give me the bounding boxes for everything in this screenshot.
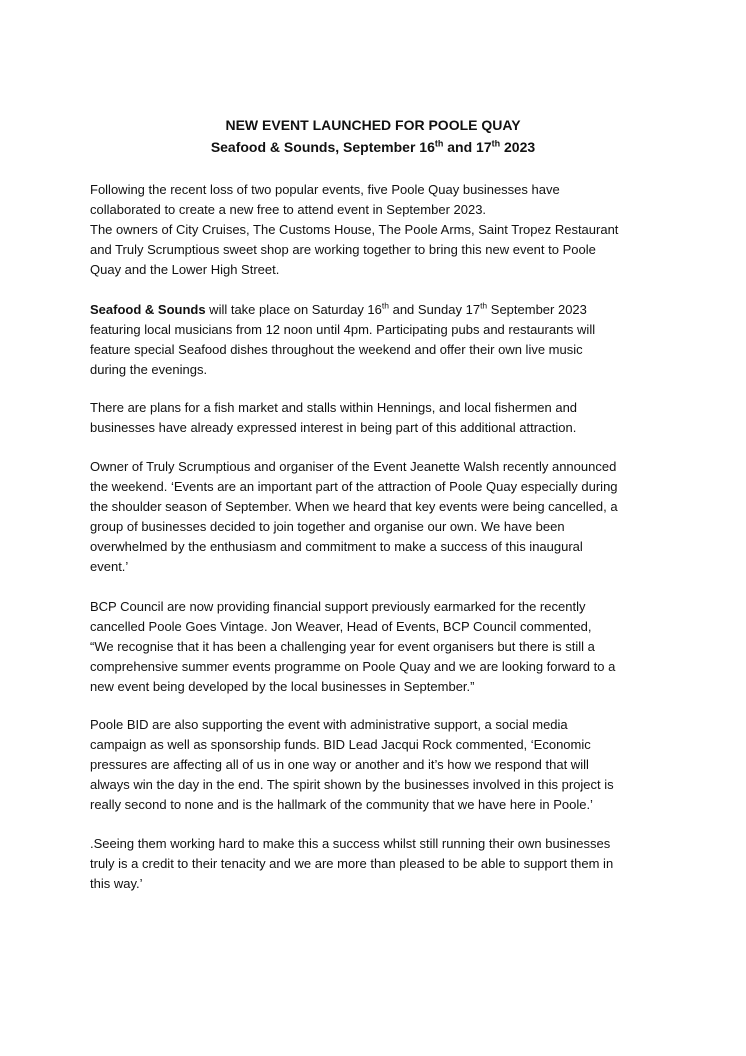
subtitle-superscript-2: th: [491, 138, 501, 149]
superscript: th: [480, 300, 488, 311]
subtitle-text-1: Seafood & Sounds, September 16: [210, 139, 435, 155]
paragraph-fish-market: [90, 398, 660, 438]
document-title: NEW EVENT LAUNCHED FOR POOLE QUAY: [225, 117, 521, 133]
event-name-bold: Seafood & Sounds: [90, 302, 206, 317]
subtitle-text-2: and 17: [443, 139, 492, 155]
document-subtitle: [0, 137, 746, 157]
text-line: comprehensive summer events programme on Poole Quay and we are looking forward to a: [90, 659, 616, 674]
text-line: Following the recent loss of two popular events, five Poole Quay businesses have: [90, 182, 560, 197]
text-line: businesses have already expressed interest in being part of this additional attraction.: [90, 420, 577, 435]
text-run: and Sunday 17: [388, 302, 481, 317]
text-line: event.’: [90, 559, 129, 574]
text-line: and Truly Scrumptious sweet shop are working together to bring this new event to Poole: [90, 242, 596, 257]
text-line: There are plans for a fish market and stalls within Hennings, and local fishermen and: [90, 400, 578, 415]
text-line: BCP Council are now providing financial support previously earmarked for the recently: [90, 599, 586, 614]
subtitle-text-3: 2023: [500, 139, 536, 155]
text-line: this way.’: [90, 876, 143, 891]
text-run: will take place on Saturday 16: [205, 302, 382, 317]
text-line: The owners of City Cruises, The Customs House, The Poole Arms, Saint Tropez Restaurant: [90, 222, 619, 237]
text-line: group of businesses decided to join together and organise our own. We have been: [90, 519, 565, 534]
text-line: always win the day in the end. The spirit shown by the businesses involved in this project is: [90, 777, 614, 792]
text-line: Poole BID are also supporting the event with administrative support, a social media: [90, 717, 568, 732]
text-line: collaborated to create a new free to attend event in September 2023.: [90, 202, 487, 217]
text-line: during the evenings.: [90, 362, 208, 377]
text-line: Owner of Truly Scrumptious and organiser of the Event Jeanette Walsh recently announced: [90, 459, 617, 474]
text-line: [90, 300, 660, 320]
text-line: really second to none and is the hallmark of the community that we have here in Poole.’: [90, 797, 593, 812]
text-line: truly is a credit to their tenacity and we are more than pleased to be able to support them in: [90, 856, 614, 871]
text-line: pressures are affecting all of us in one way or another and it’s how we respond that will: [90, 757, 589, 772]
paragraph-event-details: [90, 300, 660, 380]
text-line: featuring local musicians from 12 noon until 4pm. Participating pubs and restaurants will: [90, 322, 596, 337]
text-line: the weekend. ‘Events are an important part of the attraction of Poole Quay especially during: [90, 479, 618, 494]
text-line: cancelled Poole Goes Vintage. Jon Weaver, Head of Events, BCP Council commented,: [90, 619, 592, 634]
paragraph-council-support: [90, 597, 660, 697]
paragraph-intro: [90, 180, 660, 280]
text-line: new event being developed by the local businesses in September.”: [90, 679, 475, 694]
paragraph-organiser-quote: [90, 457, 660, 577]
text-line: overwhelmed by the enthusiasm and commitment to make a success of this inaugural: [90, 539, 583, 554]
text-line: .Seeing them working hard to make this a success whilst still running their own businesses: [90, 836, 611, 851]
subtitle-superscript-1: th: [434, 138, 444, 149]
text-run: September 2023: [487, 302, 587, 317]
text-line: “We recognise that it has been a challenging year for event organisers but there is still a: [90, 639, 595, 654]
paragraph-closing-quote: [90, 834, 660, 894]
paragraph-bid-support: [90, 715, 660, 815]
text-line: feature special Seafood dishes throughout the weekend and offer their own live music: [90, 342, 583, 357]
text-line: Quay and the Lower High Street.: [90, 262, 280, 277]
text-line: the shoulder season of September. When we heard that key events were being cancelled, a: [90, 499, 618, 514]
superscript: th: [381, 300, 389, 311]
text-line: campaign as well as sponsorship funds. BID Lead Jacqui Rock commented, ‘Economic: [90, 737, 591, 752]
